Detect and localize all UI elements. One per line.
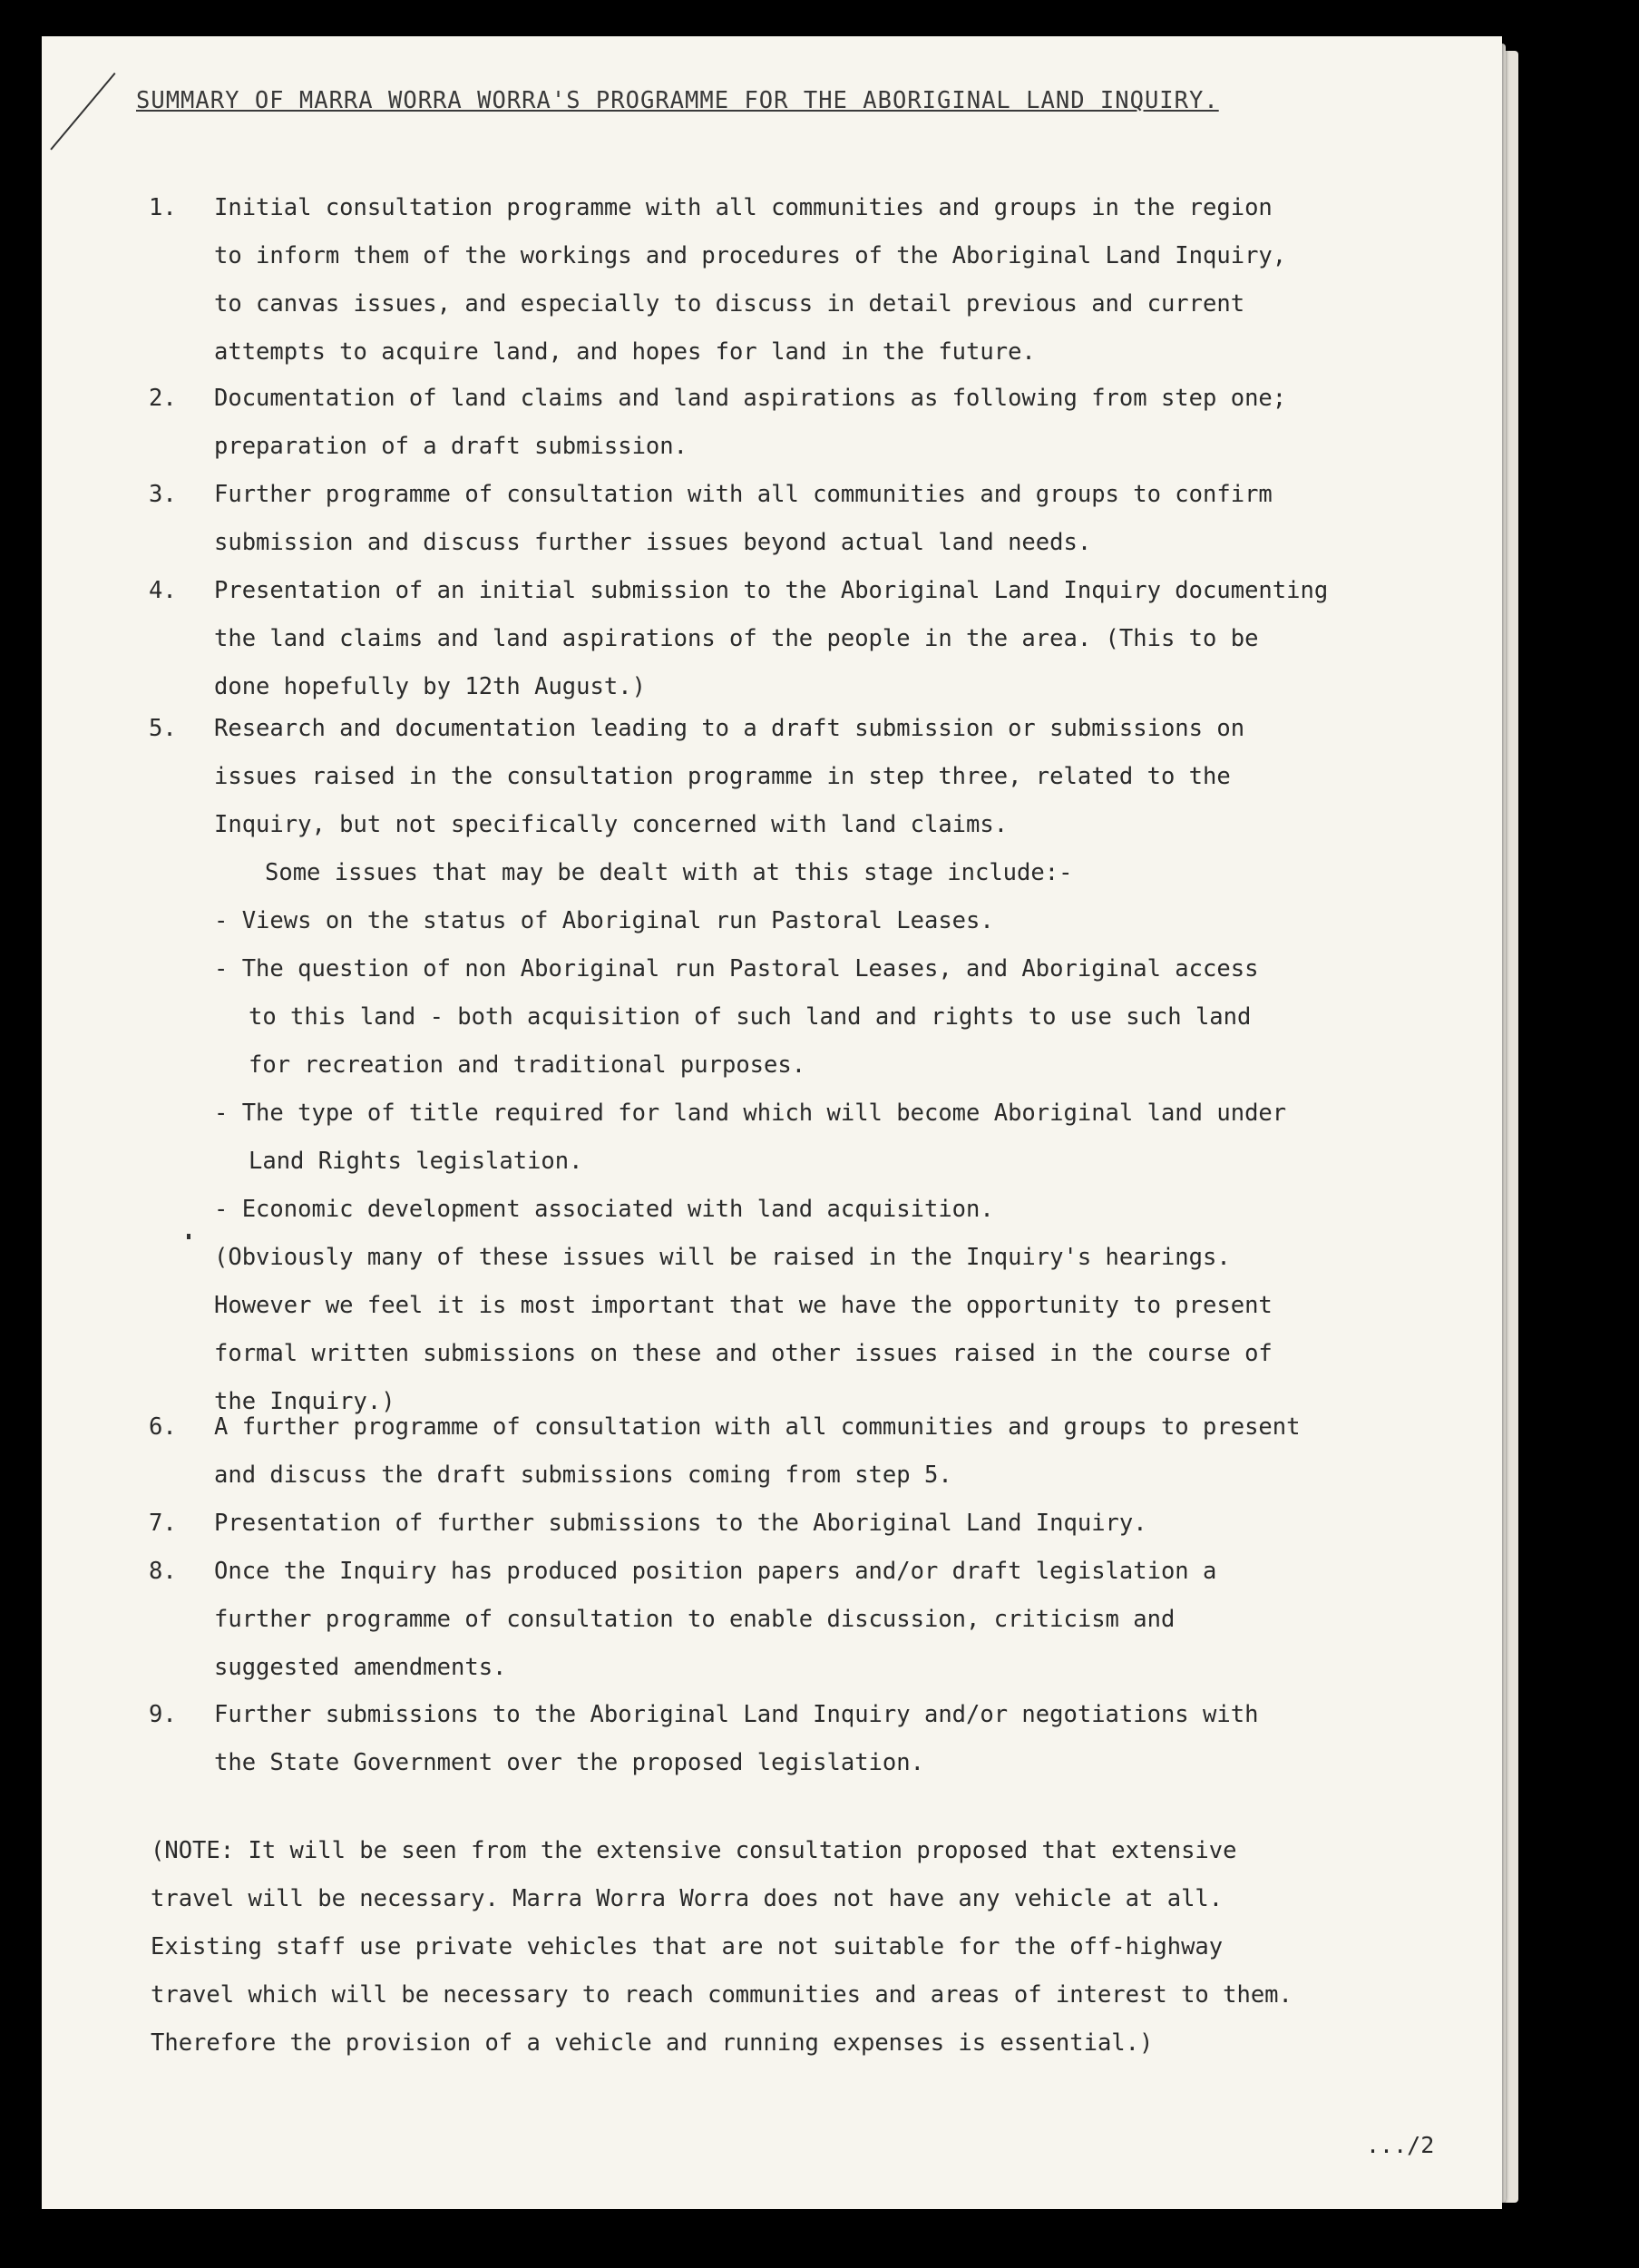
item-line: Presentation of an initial submission to the Aboriginal Land Inquiry documenting [214, 577, 1329, 604]
bullet-line: for recreation and traditional purposes. [249, 1051, 806, 1079]
item-line: the land claims and land aspirations of the people in the area. (This to be [214, 625, 1259, 652]
bullet-line: - The type of title required for land which will become Aboriginal land under [214, 1100, 1287, 1127]
bullet-line: to this land - both acquisition of such land and rights to use such land [249, 1003, 1252, 1031]
issues-intro: Some issues that may be dealt with at this stage include:- [265, 859, 1073, 886]
item-line: Further programme of consultation with all communities and groups to confirm [214, 481, 1273, 508]
aside-line: the Inquiry.) [214, 1388, 395, 1415]
item-line: the State Government over the proposed legislation. [214, 1749, 924, 1776]
bullet-line: - The question of non Aboriginal run Pastoral Leases, and Aboriginal access [214, 955, 1259, 982]
item-line: to inform them of the workings and procedures of the Aboriginal Land Inquiry, [214, 242, 1287, 269]
ink-speck [187, 1234, 190, 1239]
note-line: travel will be necessary. Marra Worra Worra does not have any vehicle at all. [151, 1885, 1224, 1912]
item-line: Initial consultation programme with all communities and groups in the region [214, 194, 1273, 221]
item-number: 4. [149, 577, 177, 604]
document-heading: SUMMARY OF MARRA WORRA WORRA'S PROGRAMME FOR THE ABORIGINAL LAND INQUIRY. [136, 87, 1219, 114]
item-line: Further submissions to the Aboriginal Land Inquiry and/or negotiations with [214, 1701, 1259, 1728]
item-line: and discuss the draft submissions coming from step 5. [214, 1461, 952, 1489]
bullet-line: - Views on the status of Aboriginal run Pastoral Leases. [214, 907, 994, 934]
item-number: 3. [149, 481, 177, 508]
pen-stroke-mark [50, 73, 115, 151]
item-line: suggested amendments. [214, 1654, 507, 1681]
bullet-line: Land Rights legislation. [249, 1148, 583, 1175]
item-line: submission and discuss further issues beyond actual land needs. [214, 529, 1092, 556]
continued-page-reference: .../2 [1366, 2132, 1435, 2158]
item-line: further programme of consultation to enable discussion, criticism and [214, 1606, 1176, 1633]
item-line: done hopefully by 12th August.) [214, 673, 646, 700]
item-number: 1. [149, 194, 177, 221]
item-number: 7. [149, 1510, 177, 1537]
item-number: 5. [149, 715, 177, 742]
aside-line: (Obviously many of these issues will be raised in the Inquiry's hearings. [214, 1244, 1231, 1271]
item-line: Presentation of further submissions to the Aboriginal Land Inquiry. [214, 1510, 1147, 1537]
note-line: (NOTE: It will be seen from the extensive consultation proposed that extensive [151, 1837, 1237, 1864]
item-line: issues raised in the consultation programme in step three, related to the [214, 763, 1231, 790]
note-line: Existing staff use private vehicles that are not suitable for the off-highway [151, 1933, 1224, 1960]
item-number: 6. [149, 1413, 177, 1441]
note-line: Therefore the provision of a vehicle and running expenses is essential.) [151, 2029, 1154, 2057]
item-number: 8. [149, 1558, 177, 1585]
item-line: A further programme of consultation with all communities and groups to present [214, 1413, 1301, 1441]
item-line: Inquiry, but not specifically concerned with land claims. [214, 811, 1009, 838]
item-line: preparation of a draft submission. [214, 433, 688, 460]
item-line: attempts to acquire land, and hopes for land in the future. [214, 338, 1036, 366]
document-page [42, 36, 1502, 2209]
item-number: 2. [149, 385, 177, 412]
aside-line: formal written submissions on these and other issues raised in the course of [214, 1340, 1273, 1367]
item-line: Once the Inquiry has produced position papers and/or draft legislation a [214, 1558, 1217, 1585]
item-line: Documentation of land claims and land aspirations as following from step one; [214, 385, 1287, 412]
note-line: travel which will be necessary to reach communities and areas of interest to them. [151, 1981, 1293, 2009]
item-number: 9. [149, 1701, 177, 1728]
bullet-line: - Economic development associated with land acquisition. [214, 1196, 994, 1223]
item-line: to canvas issues, and especially to discuss in detail previous and current [214, 290, 1245, 318]
aside-line: However we feel it is most important that we have the opportunity to present [214, 1292, 1273, 1319]
item-line: Research and documentation leading to a draft submission or submissions on [214, 715, 1245, 742]
